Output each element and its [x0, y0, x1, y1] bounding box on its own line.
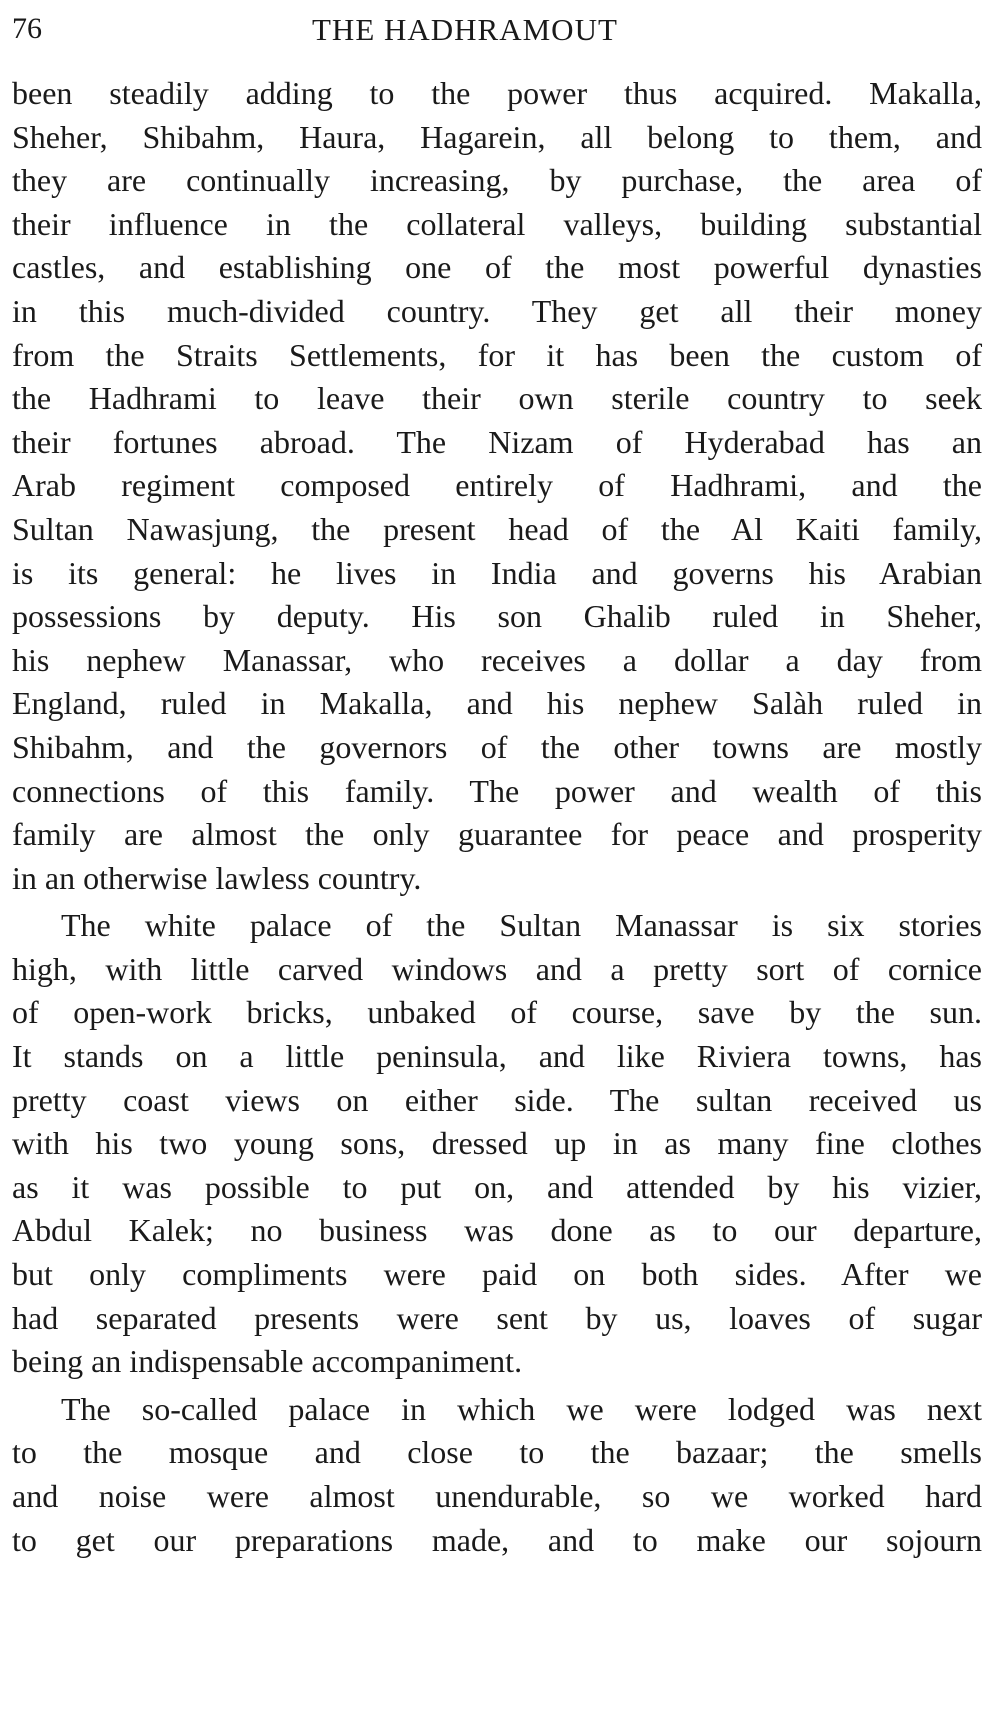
book-page — [12, 8, 992, 1562]
text-line: Abdul Kalek; no business was done as to our departure, — [12, 1212, 982, 1249]
text-line: castles, and establishing one of the most powerful dynasties — [12, 249, 982, 286]
text-line: Sultan Nawasjung, the present head of the Al Kaiti family, — [12, 510, 982, 547]
text-line: It stands on a little peninsula, and like Riviera towns, has — [12, 1038, 982, 1075]
text-line: to get our preparations made, and to make our sojourn — [12, 1521, 982, 1558]
running-title: THE HADHRAMOUT — [312, 12, 618, 47]
text-line: England, ruled in Makalla, and his nephew Salàh ruled in — [12, 685, 982, 722]
text-line: their fortunes abroad. The Nizam of Hyderabad has an — [12, 423, 982, 460]
text-line: The so-called palace in which we were lodged was next — [61, 1390, 982, 1427]
text-line: in this much-divided country. They get all their money — [12, 292, 982, 329]
text-line: Shibahm, and the governors of the other towns are mostly — [12, 728, 982, 765]
text-line: to the mosque and close to the bazaar; the smells — [12, 1434, 982, 1471]
text-line: high, with little carved windows and a pretty sort of cornice — [12, 950, 982, 987]
text-line: connections of this family. The power and wealth of this — [12, 772, 982, 809]
text-line: in an otherwise lawless country. — [12, 859, 422, 896]
text-line: Arab regiment composed entirely of Hadhrami, and the — [12, 467, 982, 504]
text-line: possessions by deputy. His son Ghalib ruled in Sheher, — [12, 598, 982, 635]
paragraph-1 — [12, 72, 992, 900]
text-line: Sheher, Shibahm, Haura, Hagarein, all belong to them, and — [12, 118, 982, 155]
text-line: from the Straits Settlements, for it has been the custom of — [12, 336, 982, 373]
text-line: of open-work bricks, unbaked of course, save by the sun. — [12, 994, 982, 1031]
page-header — [12, 8, 992, 52]
text-line: is its general: he lives in India and governs his Arabian — [12, 554, 982, 591]
text-line: their influence in the collateral valleys, building substantial — [12, 205, 982, 242]
text-line: being an indispensable accompaniment. — [12, 1343, 523, 1380]
page-number: 76 — [12, 12, 42, 45]
paragraph-3 — [12, 1388, 992, 1562]
text-line: been steadily adding to the power thus acquired. Makalla, — [12, 75, 982, 111]
text-line: with his two young sons, dressed up in as many fine clothes — [12, 1125, 982, 1162]
text-line: The white palace of the Sultan Manassar is six stories — [61, 907, 982, 944]
text-line: and noise were almost unendurable, so we worked hard — [12, 1478, 982, 1514]
text-line: pretty coast views on either side. The sultan received us — [12, 1081, 982, 1118]
text-line: the Hadhrami to leave their own sterile country to seek — [12, 380, 982, 417]
text-line: but only compliments were paid on both sides. After we — [12, 1256, 982, 1293]
text-line: family are almost the only guarantee for peace and prosperity — [12, 816, 982, 853]
paragraph-2 — [12, 904, 992, 1384]
text-line: they are continually increasing, by purchase, the area of — [12, 162, 982, 199]
text-line: his nephew Manassar, who receives a dollar a day from — [12, 641, 982, 678]
text-line: as it was possible to put on, and attended by his vizier, — [12, 1168, 982, 1205]
text-line: had separated presents were sent by us, loaves of sugar — [12, 1299, 982, 1336]
